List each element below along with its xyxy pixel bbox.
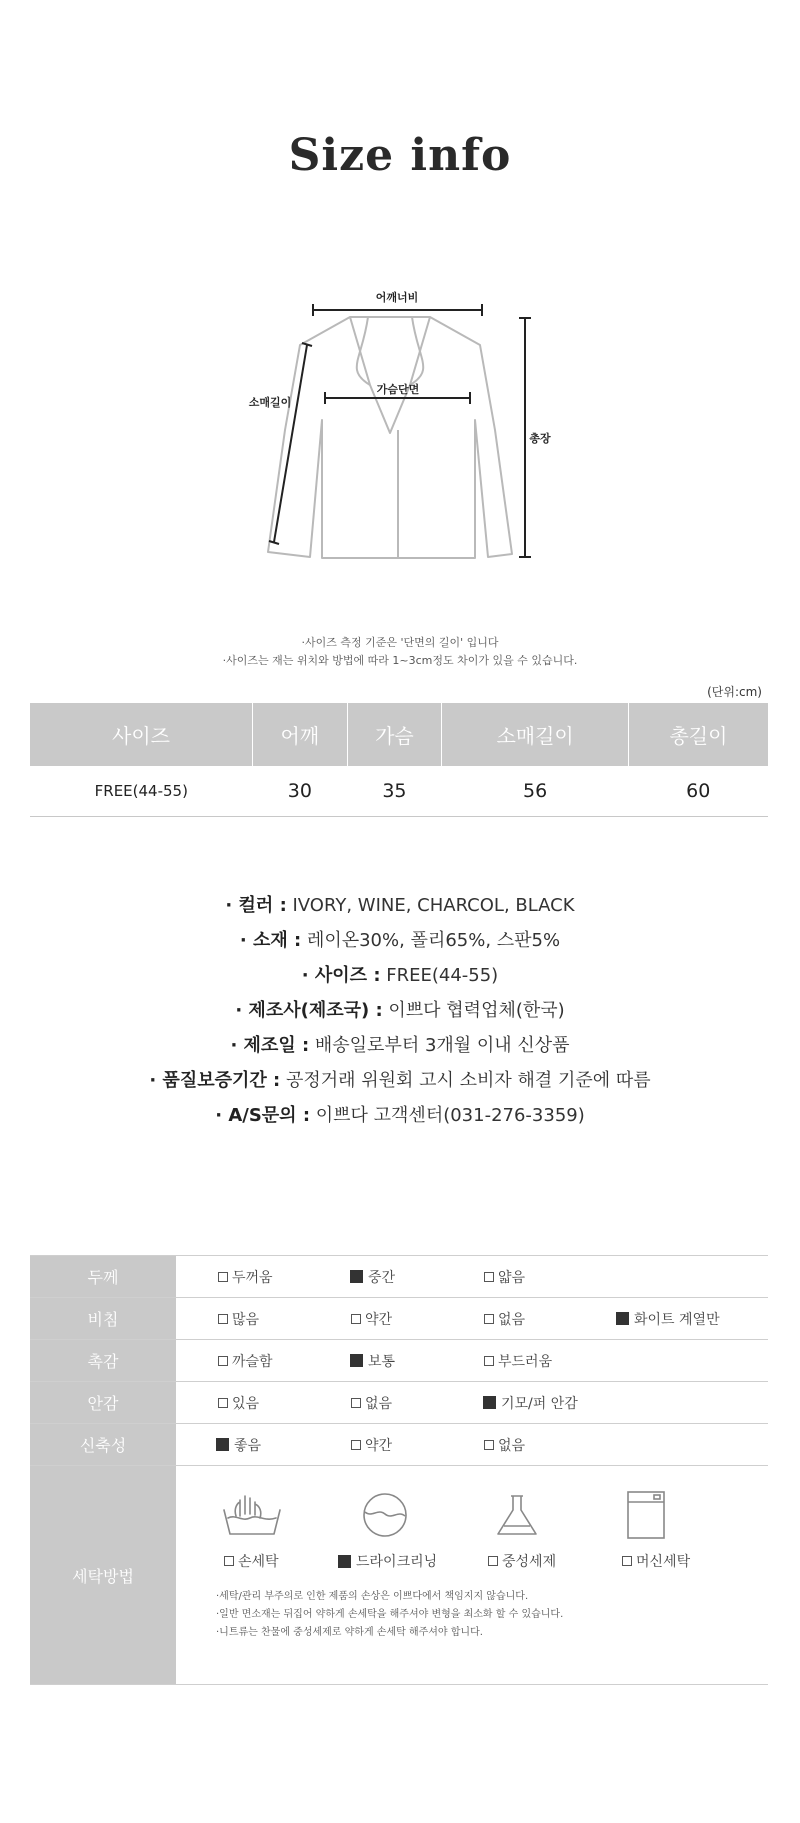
cell-length: 60 bbox=[628, 766, 768, 817]
product-info-list bbox=[0, 888, 800, 1133]
cell-sleeve: 56 bbox=[442, 766, 629, 817]
sleeve-label: 소매길이 bbox=[248, 396, 292, 409]
property-options bbox=[176, 1298, 768, 1339]
option: 좋음 bbox=[216, 1435, 261, 1455]
option: 두꺼움 bbox=[218, 1267, 273, 1287]
shoulder-label: 어깨너비 bbox=[375, 291, 419, 304]
washing-row bbox=[30, 1466, 768, 1685]
option: 기모/퍼 안감 bbox=[483, 1393, 578, 1413]
checkbox-empty bbox=[484, 1314, 494, 1324]
checkbox-empty bbox=[622, 1556, 632, 1566]
wash-method-hand: 손세탁 bbox=[224, 1551, 279, 1571]
info-warranty: · 품질보증기간 : 공정거래 위원회 고시 소비자 해결 기준에 따름 bbox=[149, 1070, 651, 1091]
washing-label: 세탁방법 bbox=[30, 1466, 176, 1684]
unit-label: (단위:cm) bbox=[707, 685, 762, 699]
option: 약간 bbox=[351, 1435, 392, 1455]
page-title: Size info bbox=[288, 130, 512, 181]
info-manufacturer: · 제조사(제조국) : 이쁘다 협력업체(한국) bbox=[235, 1000, 565, 1021]
option: 보통 bbox=[350, 1351, 395, 1371]
length-label: 총장 bbox=[529, 432, 551, 445]
property-row-sheerness bbox=[30, 1298, 768, 1340]
chest-label: 가슴단면 bbox=[376, 383, 420, 396]
option: 많음 bbox=[218, 1309, 259, 1329]
jacket-outline bbox=[268, 317, 512, 558]
option: 없음 bbox=[351, 1393, 392, 1413]
checkbox-empty bbox=[351, 1440, 361, 1450]
washing-note: ·일반 면소재는 뒤집어 약하게 손세탁을 해주셔야 변형을 최소화 할 수 있습니다. bbox=[216, 1609, 564, 1620]
checkbox-filled bbox=[216, 1438, 229, 1451]
info-color: · 컬러 : IVORY, WINE, CHARCOL, BLACK bbox=[225, 895, 575, 916]
checkbox-empty bbox=[218, 1356, 228, 1366]
measurement-notes bbox=[0, 634, 800, 670]
property-options bbox=[176, 1340, 768, 1381]
checkbox-empty bbox=[484, 1440, 494, 1450]
header-length: 총길이 bbox=[628, 703, 768, 766]
info-material: · 소재 : 레이온30%, 폴리65%, 스판5% bbox=[239, 930, 561, 951]
property-label: 두께 bbox=[30, 1256, 176, 1297]
checkbox-empty bbox=[351, 1398, 361, 1408]
property-row-texture bbox=[30, 1340, 768, 1382]
washing-note: ·세탁/관리 부주의로 인한 제품의 손상은 이쁘다에서 책임지지 않습니다. bbox=[216, 1591, 529, 1602]
option: 부드러움 bbox=[484, 1351, 552, 1371]
detergent-flask-icon bbox=[492, 1490, 542, 1540]
checkbox-empty bbox=[351, 1314, 361, 1324]
checkbox-empty bbox=[218, 1398, 228, 1408]
info-size: · 사이즈 : FREE(44-55) bbox=[301, 965, 499, 986]
checkbox-filled bbox=[616, 1312, 629, 1325]
washing-body bbox=[176, 1466, 768, 1684]
note-line: ·사이즈 측정 기준은 '단면의 길이' 입니다 bbox=[301, 636, 499, 649]
property-row-elasticity bbox=[30, 1424, 768, 1466]
checkbox-filled bbox=[483, 1396, 496, 1409]
note-line: ·사이즈는 재는 위치와 방법에 따라 1~3cm정도 차이가 있을 수 있습니다. bbox=[222, 654, 578, 667]
washing-note: ·니트류는 찬물에 중성세제로 약하게 손세탁 해주셔야 합니다. bbox=[216, 1627, 483, 1638]
option: 중간 bbox=[350, 1267, 395, 1287]
jacket-measurement-diagram bbox=[0, 280, 800, 570]
dry-clean-icon bbox=[360, 1490, 410, 1540]
cell-size: FREE(44-55) bbox=[30, 766, 253, 817]
size-table-header bbox=[30, 703, 768, 766]
property-options bbox=[176, 1424, 768, 1465]
washing-machine-icon bbox=[624, 1490, 668, 1542]
property-options bbox=[176, 1382, 768, 1423]
checkbox-empty bbox=[224, 1556, 234, 1566]
option: 얇음 bbox=[484, 1267, 525, 1287]
checkbox-empty bbox=[218, 1314, 228, 1324]
wash-method-detergent: 중성세제 bbox=[488, 1551, 556, 1571]
header-size: 사이즈 bbox=[30, 703, 253, 766]
option: 있음 bbox=[218, 1393, 259, 1413]
property-label: 비침 bbox=[30, 1298, 176, 1339]
option: 화이트 계열만 bbox=[616, 1309, 720, 1329]
property-label: 안감 bbox=[30, 1382, 176, 1423]
wash-method-machine: 머신세탁 bbox=[622, 1551, 690, 1571]
size-table bbox=[30, 703, 768, 817]
option: 까슬함 bbox=[218, 1351, 273, 1371]
option: 없음 bbox=[484, 1435, 525, 1455]
info-manufacture-date: · 제조일 : 배송일로부터 3개월 이내 신상품 bbox=[230, 1035, 570, 1056]
info-as-contact: · A/S문의 : 이쁘다 고객센터(031-276-3359) bbox=[215, 1105, 585, 1126]
checkbox-empty bbox=[218, 1272, 228, 1282]
property-label: 신축성 bbox=[30, 1424, 176, 1465]
cell-chest: 35 bbox=[347, 766, 442, 817]
header-chest: 가슴 bbox=[347, 703, 442, 766]
washing-notes bbox=[216, 1588, 563, 1642]
header-shoulder: 어깨 bbox=[253, 703, 348, 766]
checkbox-empty bbox=[488, 1556, 498, 1566]
property-label: 촉감 bbox=[30, 1340, 176, 1381]
table-row bbox=[30, 766, 768, 817]
fabric-properties-table bbox=[30, 1255, 768, 1685]
checkbox-filled bbox=[350, 1270, 363, 1283]
hand-wash-icon bbox=[220, 1490, 284, 1540]
checkbox-empty bbox=[484, 1272, 494, 1282]
property-options bbox=[176, 1256, 768, 1297]
wash-method-dry: 드라이크리닝 bbox=[338, 1551, 437, 1571]
header-sleeve: 소매길이 bbox=[442, 703, 629, 766]
property-row-lining bbox=[30, 1382, 768, 1424]
checkbox-filled bbox=[350, 1354, 363, 1367]
checkbox-empty bbox=[484, 1356, 494, 1366]
option: 약간 bbox=[351, 1309, 392, 1329]
property-row-thickness bbox=[30, 1255, 768, 1298]
cell-shoulder: 30 bbox=[253, 766, 348, 817]
option: 없음 bbox=[484, 1309, 525, 1329]
checkbox-filled bbox=[338, 1555, 351, 1568]
